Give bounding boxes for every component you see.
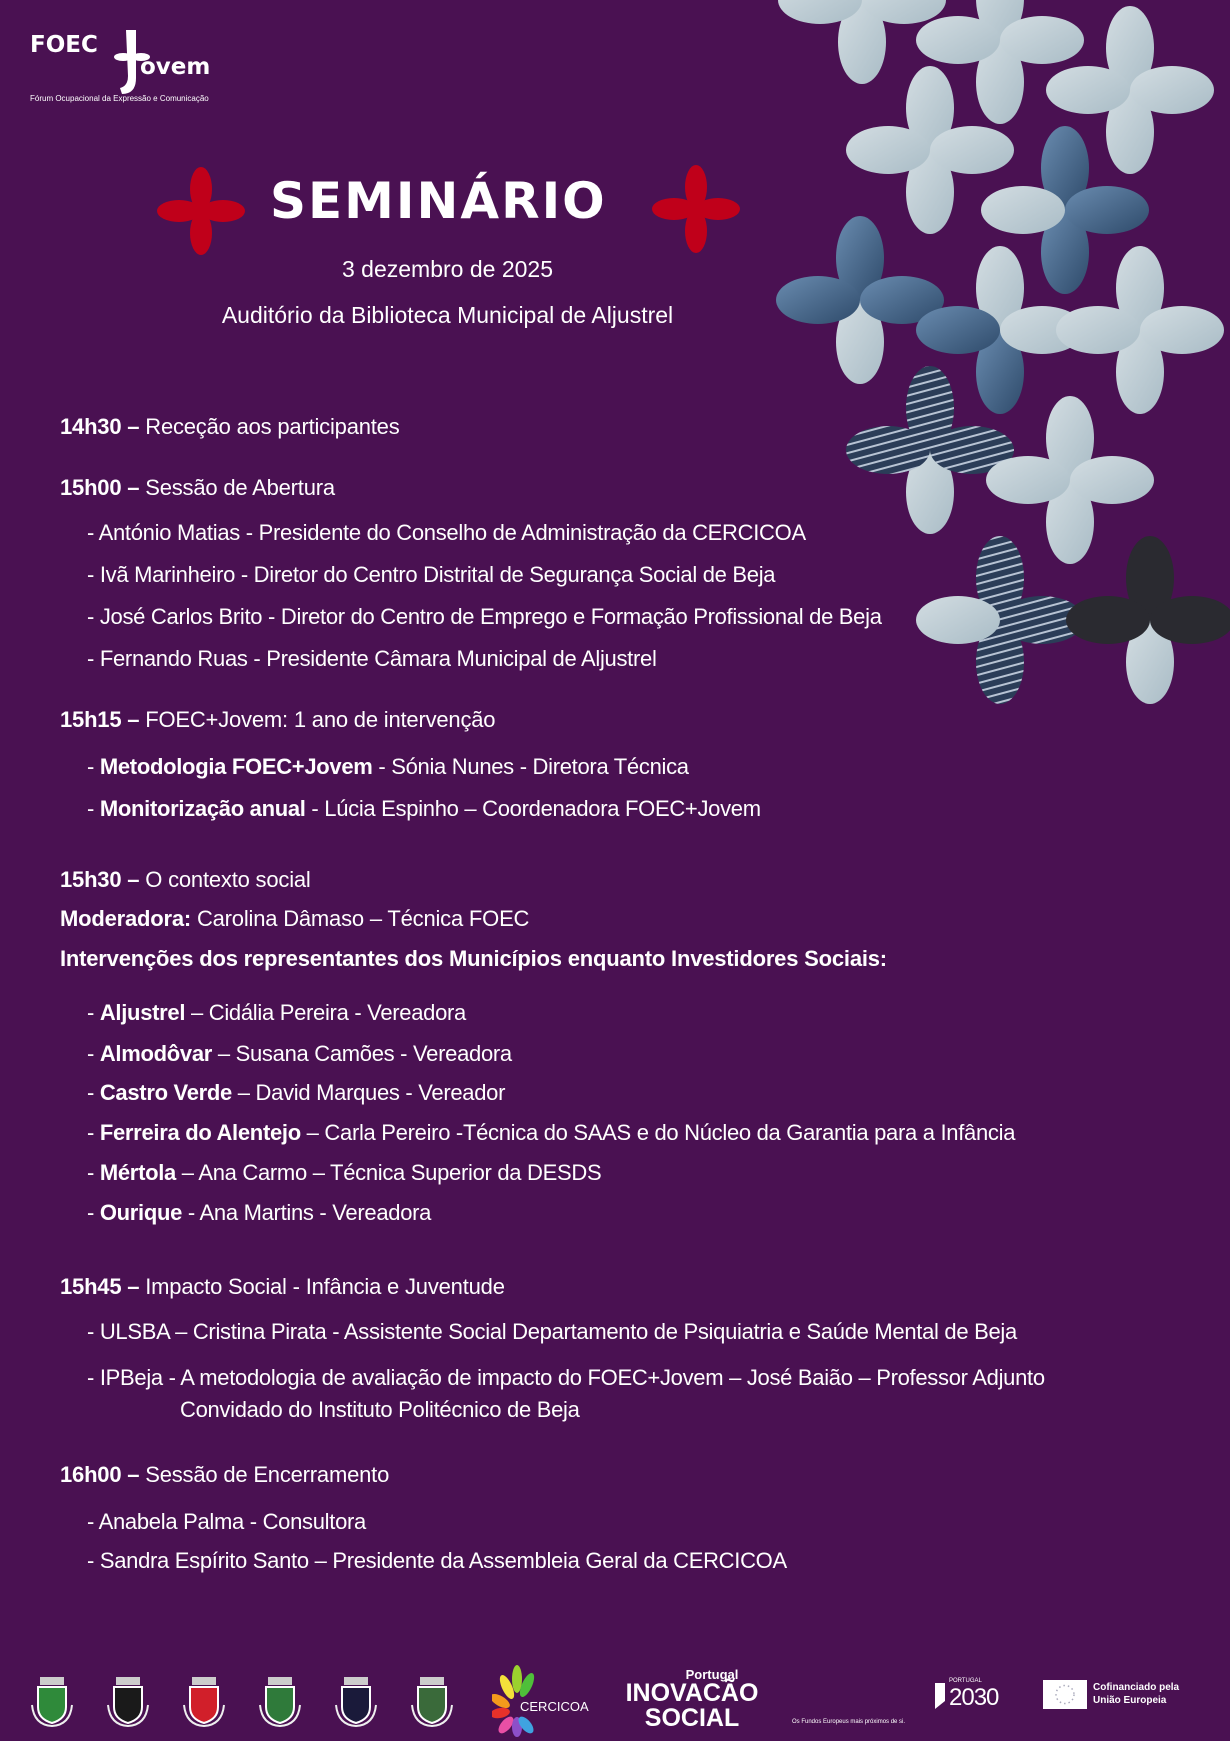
list-item: - Anabela Palma - Consultora bbox=[87, 1509, 366, 1534]
municipality-crest-icon bbox=[258, 1675, 302, 1727]
municipality-crest-icon bbox=[410, 1675, 454, 1727]
list-item: - Mértola – Ana Carmo – Técnica Superior da DESDS bbox=[87, 1160, 602, 1185]
list-item: - Ivã Marinheiro - Diretor do Centro Distrital de Segurança Social de Beja bbox=[87, 562, 776, 587]
red-flower-icon-right bbox=[650, 163, 742, 255]
session-heading: 15h30 – O contexto social bbox=[60, 867, 311, 892]
list-item: - Ferreira do Alentejo – Carla Pereiro -Técnica do SAAS e do Núcleo da Garantia para a Infância bbox=[87, 1120, 1016, 1145]
flower-photo-collage bbox=[700, 0, 1230, 820]
moderator-line: Moderadora: Carolina Dâmaso – Técnica FOEC bbox=[60, 906, 530, 931]
list-item: - ULSBA – Cristina Pirata - Assistente Social Departamento de Psiquiatria e Saúde Mental de Beja bbox=[87, 1319, 1017, 1344]
list-item-continuation: Convidado do Instituto Politécnico de Beja bbox=[180, 1397, 580, 1422]
session-heading: 15h00 – Sessão de Abertura bbox=[60, 475, 335, 500]
flower-petal bbox=[1140, 306, 1224, 354]
flower-petal bbox=[1066, 596, 1150, 644]
list-item: - Monitorização anual - Lúcia Espinho – Coordenadora FOEC+Jovem bbox=[87, 796, 761, 821]
flower-petal bbox=[1056, 306, 1140, 354]
flower-petal bbox=[916, 16, 1000, 64]
session-heading: 14h30 – Receção aos participantes bbox=[60, 414, 400, 439]
flower-petal bbox=[930, 126, 1014, 174]
european-funds-tagline: Os Fundos Europeus mais próximos de si. bbox=[792, 1719, 906, 1725]
logo-text-ovem: ovem bbox=[140, 54, 211, 80]
red-flower-icon-left bbox=[155, 165, 247, 257]
list-item: - Sandra Espírito Santo – Presidente da Assembleia Geral da CERCICOA bbox=[87, 1548, 787, 1573]
flower-petal bbox=[981, 186, 1065, 234]
session-heading: 15h45 – Impacto Social - Infância e Juventude bbox=[60, 1274, 505, 1299]
list-item: - Metodologia FOEC+Jovem - Sónia Nunes - Diretora Técnica bbox=[87, 754, 689, 779]
flower-petal bbox=[916, 596, 1000, 644]
municipality-crest-icon bbox=[182, 1675, 226, 1727]
eu-flag-icon bbox=[1043, 1680, 1087, 1709]
flower-petal bbox=[1065, 186, 1149, 234]
session-heading: 15h15 – FOEC+Jovem: 1 ano de intervenção bbox=[60, 707, 496, 732]
municipality-crest-icon bbox=[334, 1675, 378, 1727]
list-item: - IPBeja - A metodologia de avaliação de impacto do FOEC+Jovem – José Baião – Professor Adjunto bbox=[87, 1365, 1045, 1390]
portugal-2030-mark-icon bbox=[933, 1681, 947, 1711]
list-item: - Ourique - Ana Martins - Vereadora bbox=[87, 1200, 432, 1225]
flower-petal bbox=[916, 306, 1000, 354]
list-item: - José Carlos Brito - Diretor do Centro de Emprego e Formação Profissional de Beja bbox=[87, 604, 882, 629]
event-venue: Auditório da Biblioteca Municipal de Aljustrel bbox=[221, 302, 674, 328]
municipality-crest-icon bbox=[106, 1675, 150, 1727]
session-heading: 16h00 – Sessão de Encerramento bbox=[60, 1462, 390, 1487]
list-item: - Aljustrel – Cidália Pereira - Vereadora bbox=[87, 1000, 466, 1025]
event-date: 3 dezembro de 2025 bbox=[342, 256, 553, 282]
flower-petal bbox=[846, 426, 930, 474]
flower-petal bbox=[1046, 66, 1130, 114]
foec-jovem-logo bbox=[30, 28, 230, 108]
list-item: - Almodôvar – Susana Camões - Vereadora bbox=[87, 1041, 512, 1066]
flower-petal bbox=[986, 456, 1070, 504]
flower-petal bbox=[846, 126, 930, 174]
logo-tagline: Fórum Ocupacional da Expressão e Comunicação bbox=[30, 94, 209, 103]
list-item: - Castro Verde – David Marques - Vereador bbox=[87, 1080, 506, 1105]
eu-cofinancing-text: Cofinanciado pela União Europeia bbox=[1093, 1682, 1180, 1706]
interventions-heading: Intervenções dos representantes dos Municípios enquanto Investidores Sociais: bbox=[60, 946, 887, 971]
portugal-inovacao-social-logo: Portugal INOVACÃO SOCIAL bbox=[625, 1667, 759, 1732]
list-item: - António Matias - Presidente do Conselho de Administração da CERCICOA bbox=[87, 520, 806, 545]
flower-petal bbox=[1000, 16, 1084, 64]
list-item: - Fernando Ruas - Presidente Câmara Municipal de Aljustrel bbox=[87, 646, 657, 671]
municipality-crest-icon bbox=[30, 1675, 74, 1727]
page-title: SEMINÁRIO bbox=[270, 172, 607, 230]
flower-petal bbox=[1070, 456, 1154, 504]
cercicoa-logo-text: CERCICOA bbox=[520, 1699, 589, 1714]
logo-text-foec: FOEC bbox=[30, 32, 98, 58]
flower-petal bbox=[1130, 66, 1214, 114]
